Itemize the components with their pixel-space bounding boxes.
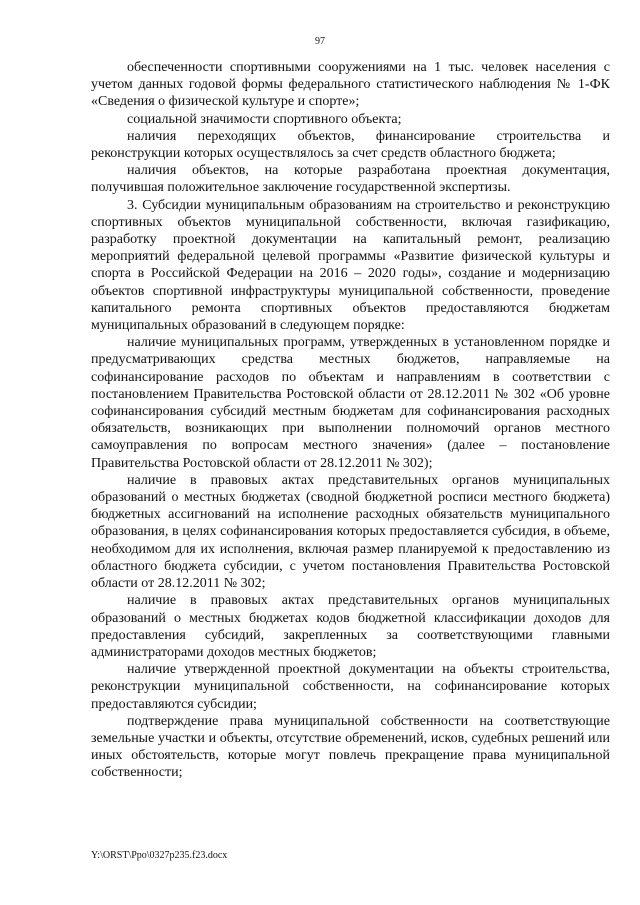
paragraph: социальной значимости спортивного объекта; — [127, 111, 402, 127]
footer-file-path: Y:\ORST\Ppo\0327p235.f23.docx — [91, 850, 228, 861]
paragraph: наличие в правовых актах представительных органов муниципальных образований о местных бюджетах кодов бюджетной классификации доходов для предоставления субсидий, закрепленных за соответствующими главными администраторами доходов местных бюджетов; — [91, 593, 610, 660]
paragraph: 3. Субсидии муниципальным образованиям на строительство и реконструкцию спортивных объектов муниципальной собственности, включая газификацию, разработку проектной документации на капитальный ремонт, реализацию мероприятий федеральной целевой программы «Развитие физической культуры и спорта в Российской Федерации на 2016 – 2020 годы», создание и модернизацию объектов спортивной инфраструктуры муниципальной собственности, проведение капитального ремонта спортивных объектов предоставляются бюджетам муниципальных образований в следующем порядке: — [91, 197, 610, 334]
paragraph: наличие в правовых актах представительных органов муниципальных образований о местных бюджетах (сводной бюджетной росписи местного бюджета) бюджетных ассигнований на исполнение расходных обязательств муниципального образования, в целях софинансирования которых предоставляется субсидия, в объеме, необходимом для их исполнения, включая размер планируемой к предоставлению из областного бюджета субсидии, с учетом постановления Правительства Ростовской области от 28.12.2011 № 302; — [91, 472, 610, 592]
paragraph: наличие утвержденной проектной документации на объекты строительства, реконструкции муниципальной собственности, на софинансирование которых предоставляются субсидии; — [91, 662, 610, 712]
paragraph: подтверждение права муниципальной собственности на соответствующие земельные участки и объекты, отсутствие обременений, исков, судебных решений или иных обстоятельств, которые могут повлечь прекращение права муниципальной собственности; — [91, 713, 610, 781]
paragraph: наличия объектов, на которые разработана проектная документация, получившая положительное заключение государственной экспертизы. — [91, 163, 610, 196]
paragraph: наличия переходящих объектов, финансирование строительства и реконструкции которых осуществлялось за счет средств областного бюджета; — [91, 128, 610, 162]
paragraph: наличие муниципальных программ, утвержденных в установленном порядке и предусматривающих средства местных бюджетов, направляемые на софинансирование расходов по объектам и направлениям в соответствии с постановлением Правительства Ростовской области от 28.12.2011 № 302 «Об уровне софинансирования субсидий местным бюджетам для софинансирования расходных обязательств, возникающих при выполнении полномочий органов местного самоуправления по вопросам местного значения» (далее – постановление Правительства Ростовской области от 28.12.2011 № 302); — [91, 335, 610, 471]
paragraph: обеспеченности спортивными сооружениями на 1 тыс. человек населения с учетом данных годовой формы федерального статистического наблюдения № 1-ФК «Сведения о физической культуре и спорте»; — [91, 60, 610, 110]
page-number: 97 — [315, 36, 325, 47]
document-body — [91, 59, 610, 782]
